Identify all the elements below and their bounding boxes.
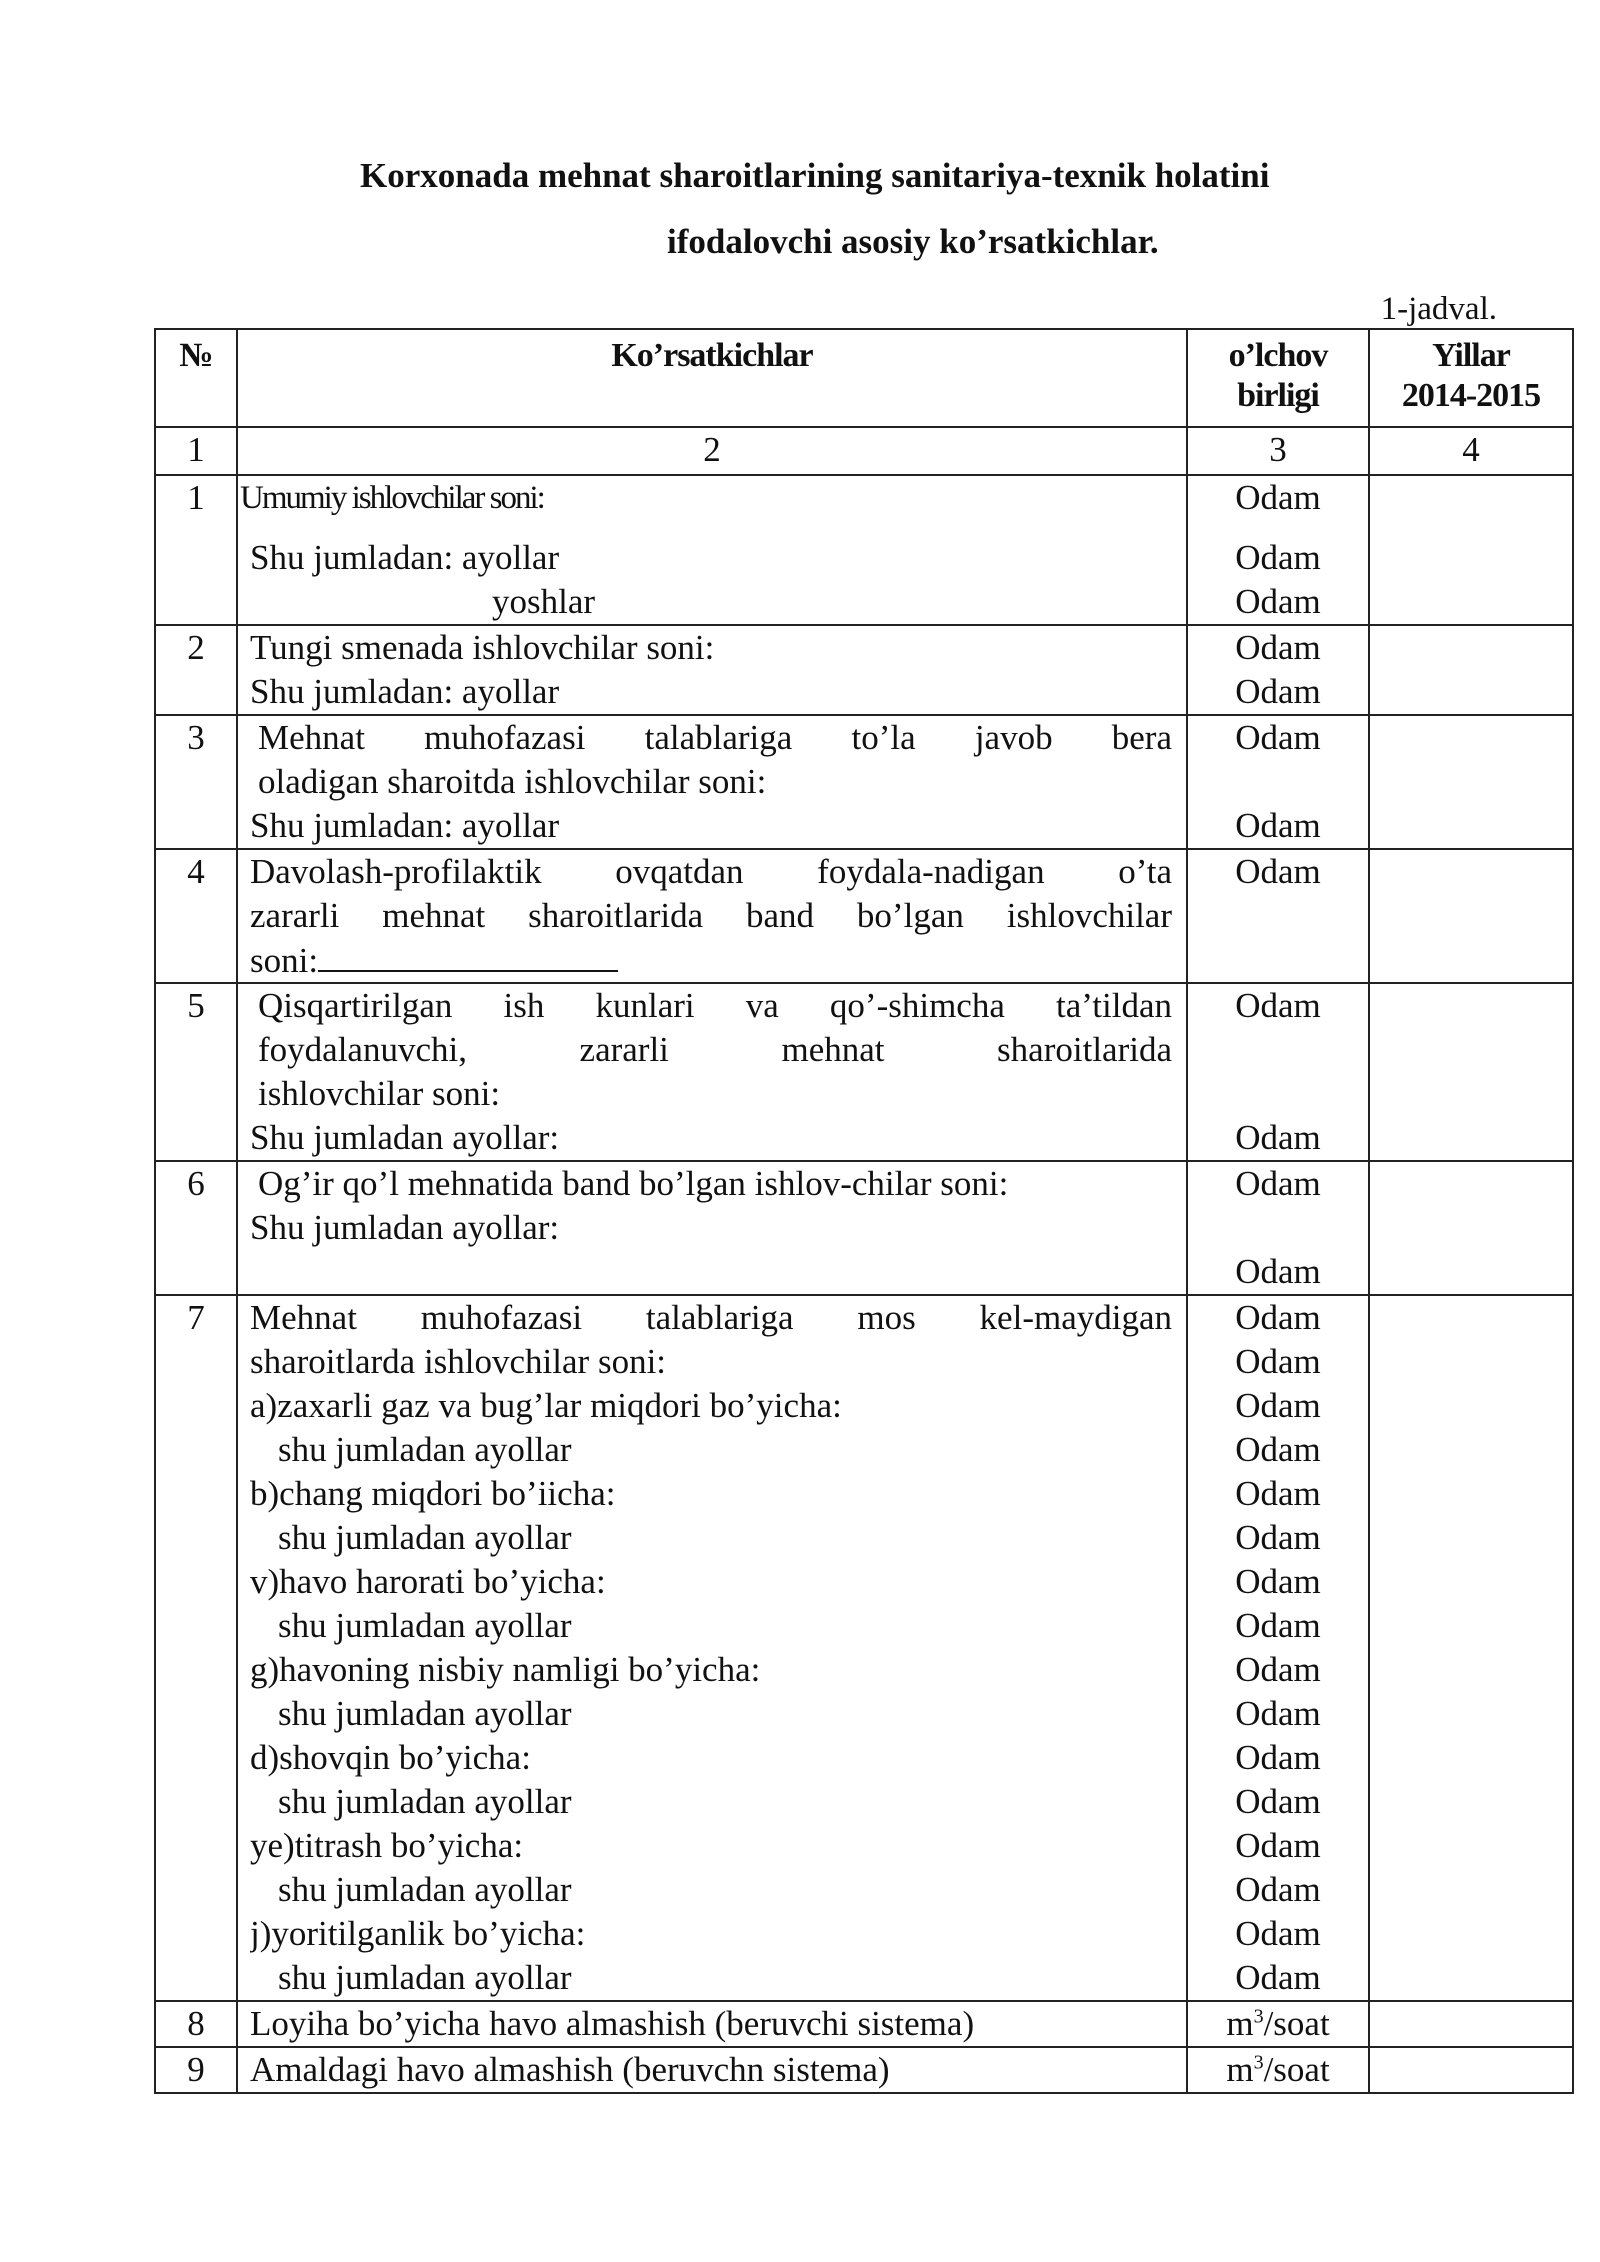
row-number: [155, 1161, 237, 1295]
indicator-line: Mehnat muhofazasi talablariga to’la javob bera: [258, 718, 1172, 757]
indicator-line: shu jumladan ayollar: [278, 1870, 572, 1909]
unit-value: Odam: [1235, 1738, 1321, 1777]
unit-value: Odam: [1235, 1430, 1321, 1469]
unit-value: Odam: [1235, 1118, 1321, 1157]
unit-value: Odam: [1235, 1958, 1321, 1997]
indicator-text: soni:: [250, 941, 319, 980]
header-unit-line-2: birligi: [1237, 377, 1319, 414]
indicator-line: Shu jumladan ayollar:: [250, 1208, 560, 1247]
year-value-cell: [1369, 2047, 1573, 2093]
row-number-text: 7: [187, 1298, 205, 1337]
indicator-line: d)shovqin bo’yicha:: [250, 1738, 531, 1777]
unit-rest: /soat: [1263, 2050, 1330, 2089]
row-number: [155, 1295, 237, 2001]
header-years-line-1: Yillar: [1432, 337, 1510, 374]
table-row-2: [155, 625, 1573, 715]
row-number-text: 8: [187, 2004, 205, 2043]
unit-value: Odam: [1235, 1562, 1321, 1601]
indicator-line: g)havoning nisbiy namligi bo’yicha:: [250, 1650, 761, 1689]
indicator-line: v)havo harorati bo’yicha:: [250, 1562, 606, 1601]
indicator-line: Amaldagi havo almashish (beruvchn sistema): [250, 2050, 890, 2089]
spacer: [1188, 1028, 1368, 1072]
indicator-line: Tungi smenada ishlovchilar soni:: [250, 628, 715, 667]
table-row-1: [155, 475, 1573, 625]
indicator-line: zararli mehnat sharoitlarida band bo’lgan ishlovchilar: [250, 896, 1172, 935]
page-title-line-2: ifodalovchi asosiy ko’rsatkichlar.: [667, 222, 1159, 261]
column-number-row: [155, 427, 1573, 475]
row-number-text: 1: [187, 478, 205, 517]
indicator-line: Davolash-profilaktik ovqatdan foydala-nadigan o’ta: [250, 852, 1172, 891]
indicator-line: ishlovchilar soni:: [258, 1074, 501, 1113]
unit-cell: [1187, 715, 1369, 849]
table-row-9: [155, 2047, 1573, 2093]
unit-value: Odam: [1235, 672, 1321, 711]
header-unit: [1187, 329, 1369, 427]
table-row-7: [155, 1295, 1573, 2001]
row-number-text: 4: [187, 852, 205, 891]
header-indicators: [237, 329, 1187, 427]
unit-superscript: 3: [1253, 2051, 1264, 2074]
indicator-line: shu jumladan ayollar: [278, 1958, 572, 1997]
indicator-line: j)yoritilganlik bo’yicha:: [250, 1914, 586, 1953]
indicator-line: Shu jumladan: ayollar: [250, 806, 560, 845]
spacer: [1188, 760, 1368, 804]
indicator-cell: [237, 1161, 1187, 1295]
indicator-line: Mehnat muhofazasi talablariga mos kel-maydigan: [250, 1298, 1172, 1337]
row-number: [155, 475, 237, 625]
table-row-4: [155, 849, 1573, 983]
indicator-line: yoshlar: [492, 582, 596, 621]
unit-cell: [1187, 2047, 1369, 2093]
unit-base: m: [1226, 2050, 1254, 2089]
unit-value: Odam: [1235, 1870, 1321, 1909]
unit-value: Odam: [1235, 628, 1321, 667]
indicator-line: Qisqartirilgan ish kunlari va qo’-shimcha ta’tildan: [258, 986, 1172, 1025]
column-number: 3: [1187, 427, 1369, 475]
spacer: [1188, 520, 1368, 536]
indicator-cell: [237, 475, 1187, 625]
unit-value: Odam: [1235, 718, 1321, 757]
unit-value: Odam: [1235, 1252, 1321, 1291]
unit-value: Odam: [1235, 1298, 1321, 1337]
unit-cell: [1187, 1295, 1369, 2001]
table-row-3: [155, 715, 1573, 849]
indicator-cell: [237, 983, 1187, 1161]
unit-value: [1188, 2048, 1368, 2092]
unit-cell: [1187, 1161, 1369, 1295]
row-number-text: 2: [187, 628, 205, 667]
row-number: [155, 625, 237, 715]
indicator-line: a)zaxarli gaz va bug’lar miqdori bo’yicha:: [250, 1386, 842, 1425]
indicators-table: [154, 328, 1574, 2094]
indicator-cell: [237, 2047, 1187, 2093]
unit-value: Odam: [1235, 538, 1321, 577]
year-value-cell: [1369, 1295, 1573, 2001]
indicator-line: shu jumladan ayollar: [278, 1606, 572, 1645]
unit-cell: [1187, 625, 1369, 715]
row-number-text: 3: [187, 718, 205, 757]
indicator-cell: [237, 715, 1187, 849]
page-title-line-1: Korxonada mehnat sharoitlarining sanitariya-texnik holatini: [360, 156, 1270, 195]
fill-in-blank: [318, 938, 618, 972]
unit-cell: [1187, 2001, 1369, 2047]
indicator-line-with-blank: [250, 938, 1172, 982]
indicator-line: shu jumladan ayollar: [278, 1518, 572, 1557]
indicator-cell: [237, 625, 1187, 715]
unit-superscript: 3: [1253, 2005, 1264, 2028]
year-value-cell: [1369, 1161, 1573, 1295]
row-number: [155, 2047, 237, 2093]
unit-value: Odam: [1235, 806, 1321, 845]
row-number-text: 5: [187, 986, 205, 1025]
unit-value: [1188, 2002, 1368, 2046]
unit-cell: [1187, 475, 1369, 625]
indicator-line: Og’ir qo’l mehnatida band bo’lgan ishlov-chilar soni:: [258, 1164, 1009, 1203]
row-number: [155, 983, 237, 1161]
row-number-text: 9: [187, 2050, 205, 2089]
unit-value: Odam: [1235, 1386, 1321, 1425]
unit-rest: /soat: [1263, 2004, 1330, 2043]
column-number: 1: [155, 427, 237, 475]
unit-cell: [1187, 849, 1369, 983]
table-header-row: [155, 329, 1573, 427]
row-number-text: 6: [187, 1164, 205, 1203]
indicator-line: shu jumladan ayollar: [278, 1694, 572, 1733]
unit-value: Odam: [1235, 1342, 1321, 1381]
spacer: [1188, 1206, 1368, 1250]
year-value-cell: [1369, 715, 1573, 849]
indicator-line: Shu jumladan: ayollar: [250, 672, 560, 711]
indicator-line: shu jumladan ayollar: [278, 1430, 572, 1469]
indicator-cell: [237, 2001, 1187, 2047]
header-indicators-label: Ko’rsatkichlar: [611, 337, 813, 374]
spacer: [1188, 1072, 1368, 1116]
column-number: 4: [1369, 427, 1573, 475]
unit-value: Odam: [1235, 986, 1321, 1025]
year-value-cell: [1369, 475, 1573, 625]
unit-value: Odam: [1235, 1826, 1321, 1865]
unit-cell: [1187, 983, 1369, 1161]
unit-value: Odam: [1235, 1650, 1321, 1689]
unit-value: Odam: [1235, 1474, 1321, 1513]
indicator-line: Loyiha bo’yicha havo almashish (beruvchi sistema): [250, 2004, 975, 2043]
header-years: [1369, 329, 1573, 427]
indicator-line: sharoitlarda ishlovchilar soni:: [250, 1342, 667, 1381]
header-unit-line-1: o’lchov: [1228, 337, 1328, 374]
row-number: [155, 849, 237, 983]
unit-value: Odam: [1235, 1914, 1321, 1953]
indicator-cell: [237, 1295, 1187, 2001]
header-no-label: №: [179, 337, 213, 374]
row-number: [155, 715, 237, 849]
year-value-cell: [1369, 983, 1573, 1161]
unit-value: Odam: [1235, 1694, 1321, 1733]
year-value-cell: [1369, 625, 1573, 715]
unit-value: Odam: [1235, 478, 1321, 517]
unit-value: Odam: [1235, 852, 1321, 891]
row-number: [155, 2001, 237, 2047]
spacer: [250, 520, 1172, 536]
year-value-cell: [1369, 849, 1573, 983]
unit-value: Odam: [1235, 1782, 1321, 1821]
year-value-cell: [1369, 2001, 1573, 2047]
indicator-line: foydalanuvchi, zararli mehnat sharoitlarida: [258, 1030, 1172, 1069]
indicator-line: Shu jumladan ayollar:: [250, 1118, 560, 1157]
indicator-line: ye)titrash bo’yicha:: [250, 1826, 524, 1865]
unit-value: Odam: [1235, 1518, 1321, 1557]
column-number: 2: [237, 427, 1187, 475]
table-row-5: [155, 983, 1573, 1161]
unit-value: Odam: [1235, 582, 1321, 621]
unit-value: Odam: [1235, 1164, 1321, 1203]
unit-base: m: [1226, 2004, 1254, 2043]
indicator-line: Shu jumladan: ayollar: [250, 538, 560, 577]
table-row-6: [155, 1161, 1573, 1295]
header-no: [155, 329, 237, 427]
indicator-line: Umumiy ishlovchilar soni:: [240, 480, 544, 516]
header-years-line-2: 2014-2015: [1401, 377, 1541, 414]
table-number-label: 1-jadval.: [1380, 291, 1497, 327]
table-row-8: [155, 2001, 1573, 2047]
indicator-line: oladigan sharoitda ishlovchilar soni:: [258, 762, 767, 801]
indicator-line: shu jumladan ayollar: [278, 1782, 572, 1821]
unit-value: Odam: [1235, 1606, 1321, 1645]
indicator-cell: [237, 849, 1187, 983]
indicator-line: b)chang miqdori bo’iicha:: [250, 1474, 616, 1513]
